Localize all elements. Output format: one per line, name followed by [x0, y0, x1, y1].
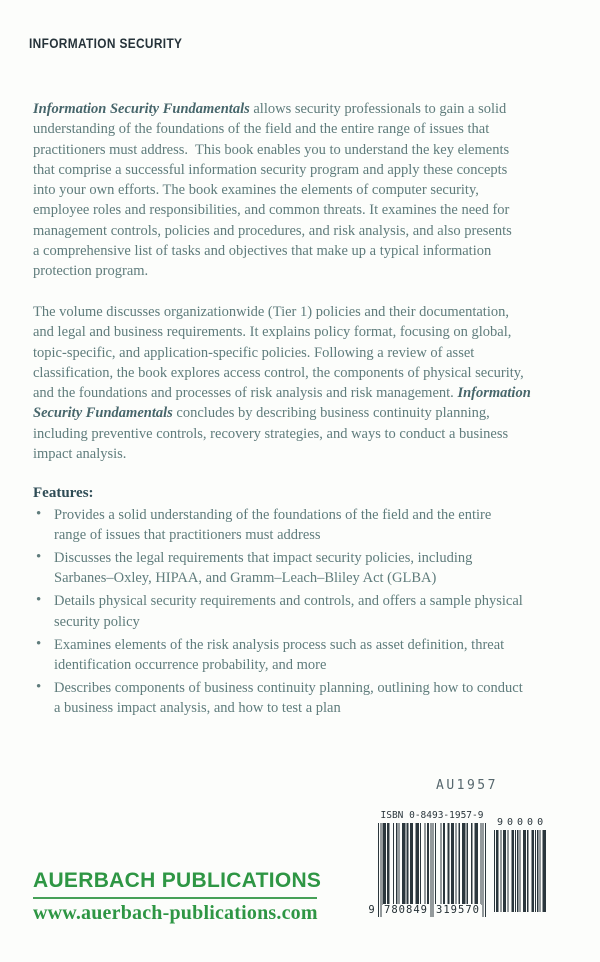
ean13-barcode [368, 823, 486, 917]
text-line: security policy [54, 613, 140, 630]
addon-barcode-bars [494, 830, 546, 912]
text-line: identification occurrence probability, and more [54, 656, 327, 673]
barcode-digit-lead: 9 [368, 904, 376, 916]
text-line: topic-specific, and application-specific policies. Following a review of asset [33, 344, 475, 361]
text-line: into your own efforts. The book examines the elements of computer security, [33, 182, 479, 199]
barcode-digit-group-1: 780849 [384, 904, 428, 916]
price-addon-barcode [494, 817, 546, 917]
feature-item [33, 548, 523, 589]
publisher-website: www.auerbach-publications.com [33, 902, 318, 924]
text-line: a comprehensive list of tasks and objectives that make up a typical information [33, 243, 492, 260]
text-line: Details physical security requirements and controls, and offers a sample physical [54, 593, 523, 610]
feature-item [33, 505, 523, 546]
text-line: protection program. [33, 263, 149, 280]
bullet-icon: • [36, 635, 42, 652]
isbn-label: ISBN 0-8493-1957-9 [380, 810, 484, 821]
publisher-divider [33, 897, 317, 899]
text-line: practitioners must address. This book enables you to understand the key elements [33, 141, 510, 158]
paragraph [33, 99, 531, 282]
paragraph [33, 302, 531, 464]
bullet-icon: • [36, 549, 42, 566]
bullet-icon: • [36, 506, 42, 522]
feature-item [33, 678, 523, 719]
feature-item [33, 591, 523, 632]
text-line: classification, the book explores access control, the components of physical security, [33, 364, 524, 381]
text-line: Describes components of business continuity planning, outlining how to conduct [54, 679, 523, 696]
text-line: Security Fundamentals concludes by describing business continuity planning, [33, 405, 490, 422]
text-line: Discusses the legal requirements that impact security policies, including [54, 550, 473, 567]
text-line: Provides a solid understanding of the foundations of the field and the entire [54, 507, 492, 523]
text-line: understanding of the foundations of the field and the entire range of issues that [33, 121, 490, 138]
description-text [33, 99, 531, 464]
publisher-name: AUERBACH PUBLICATIONS [33, 869, 322, 892]
text-line: Information Security Fundamentals allows security professionals to gain a solid [33, 101, 507, 117]
text-line: Examines elements of the risk analysis process such as asset definition, threat [54, 636, 505, 653]
features-list [33, 505, 523, 721]
text-line: and legal and business requirements. It explains policy format, focusing on global, [33, 324, 512, 341]
text-line: including preventive controls, recovery strategies, and ways to conduct a business [33, 425, 509, 442]
text-line: impact analysis. [33, 446, 127, 463]
addon-code: 90000 [497, 817, 548, 828]
barcode-digit-group-2: 319570 [436, 904, 480, 916]
category-label: INFORMATION SECURITY [29, 36, 183, 51]
publisher-block [33, 869, 321, 925]
text-line: Sarbanes–Oxley, HIPAA, and Gramm–Leach–Bliley Act (GLBA) [54, 570, 437, 587]
features-heading: Features: [33, 485, 94, 501]
text-line: a business impact analysis, and how to test a plan [54, 700, 341, 717]
text-line: The volume discusses organizationwide (Tier 1) policies and their documentation, [33, 303, 509, 320]
bullet-icon: • [36, 592, 42, 609]
text-line: that comprise a successful information security program and apply these concepts [33, 161, 508, 178]
barcode-bars [378, 823, 486, 917]
text-line: range of issues that practitioners must address [54, 527, 321, 544]
text-line: management controls, policies and procedures, and risk analysis, and also presents [33, 222, 512, 239]
bullet-icon: • [36, 678, 42, 695]
text-line: employee roles and responsibilities, and common threats. It examines the need for [33, 202, 510, 219]
catalog-number: AU1957 [436, 778, 498, 793]
text-line: and the foundations and processes of risk analysis and risk management. Information [33, 385, 531, 402]
feature-item [33, 635, 523, 676]
